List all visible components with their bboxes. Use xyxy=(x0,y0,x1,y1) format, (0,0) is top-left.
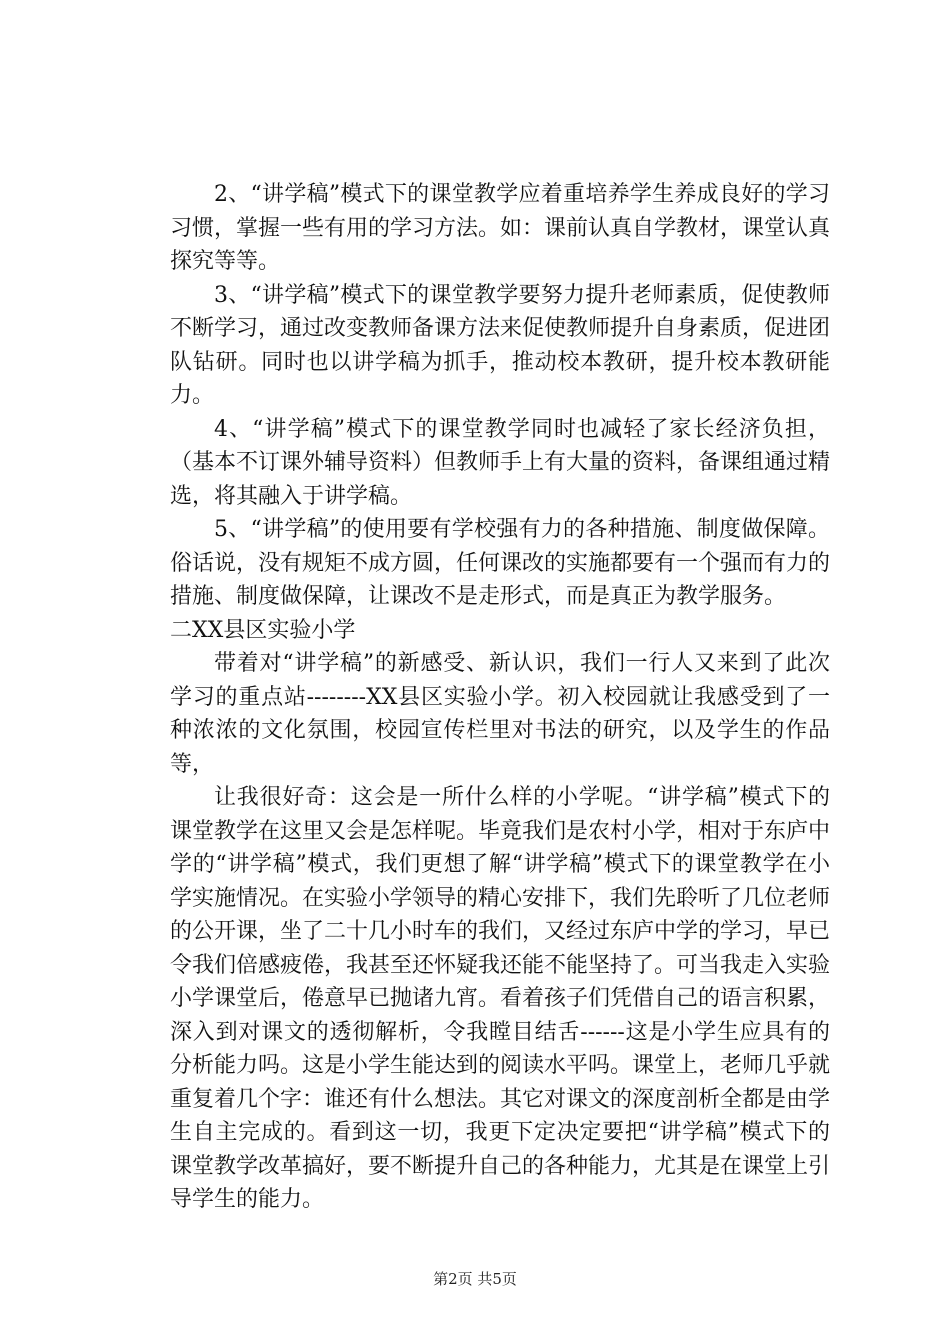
document-body xyxy=(170,178,830,1217)
paragraph-point-4: 4、“讲学稿”模式下的课堂教学同时也减轻了家长经济负担，（基本不订课外辅导资料）但教师手上有大量的资料，备课组通过精选，将其融入于讲学稿。 xyxy=(170,416,831,509)
paragraph-visit-reflection: 让我很好奇：这会是一所什么样的小学呢。“讲学稿”模式下的课堂教学在这里又会是怎样呢。毕竟我们是农村小学，相对于东庐中学的“讲学稿”模式，我们更想了解“讲学稿”模式下的课堂教学在小学实施情况。在实验小学领导的精心安排下，我们先聆听了几位老师的公开课，坐了二十几小时车的我们，又经过东庐中学的学习，早已令我们倍感疲倦，我甚至还怀疑我还能不能坚持了。可当我走入实验小学课堂后，倦意早已抛诸九宵。看着孩子们凭借自己的语言积累，深入到对课文的透彻解析，令我瞠目结舌------这是小学生应具有的分析能力吗。这是小学生能达到的阅读水平吗。课堂上，老师几乎就重复着几个字：谁还有什么想法。其它对课文的深度剖析全都是由学生自主完成的。看到这一切，我更下定决定要把“讲学稿”模式下的课堂教学改革搞好，要不断提升自己的各种能力，尤其是在课堂上引导学生的能力。 xyxy=(170,785,831,1212)
paragraph-point-5: 5、“讲学稿”的使用要有学校强有力的各种措施、制度做保障。俗话说，没有规矩不成方圆，任何课改的实施都要有一个强而有力的措施、制度做保障，让课改不是走形式，而是真正为教学服务。 xyxy=(170,517,831,609)
section-heading: 二XX县区实验小学 xyxy=(170,617,356,643)
paragraph-point-2: 2、“讲学稿”模式下的课堂教学应着重培养学生养成良好的学习习惯，掌握一些有用的学习方法。如：课前认真自学教材，课堂认真探究等等。 xyxy=(170,182,831,274)
paragraph-point-3: 3、“讲学稿”模式下的课堂教学要努力提升老师素质，促使教师不断学习，通过改变教师备课方法来促使教师提升自身素质，促进团队钻研。同时也以讲学稿为抓手，推动校本教研，提升校本教研能力。 xyxy=(170,282,831,408)
paragraph-visit-intro: 带着对“讲学稿”的新感受、新认识，我们一行人又来到了此次学习的重点站--------XX县区实验小学。初入校园就让我感受到了一种浓浓的文化氛围，校园宣传栏里对书法的研究，以及学生的作品等， xyxy=(170,651,830,777)
page-footer: 第2页 共5页 xyxy=(433,1270,517,1288)
